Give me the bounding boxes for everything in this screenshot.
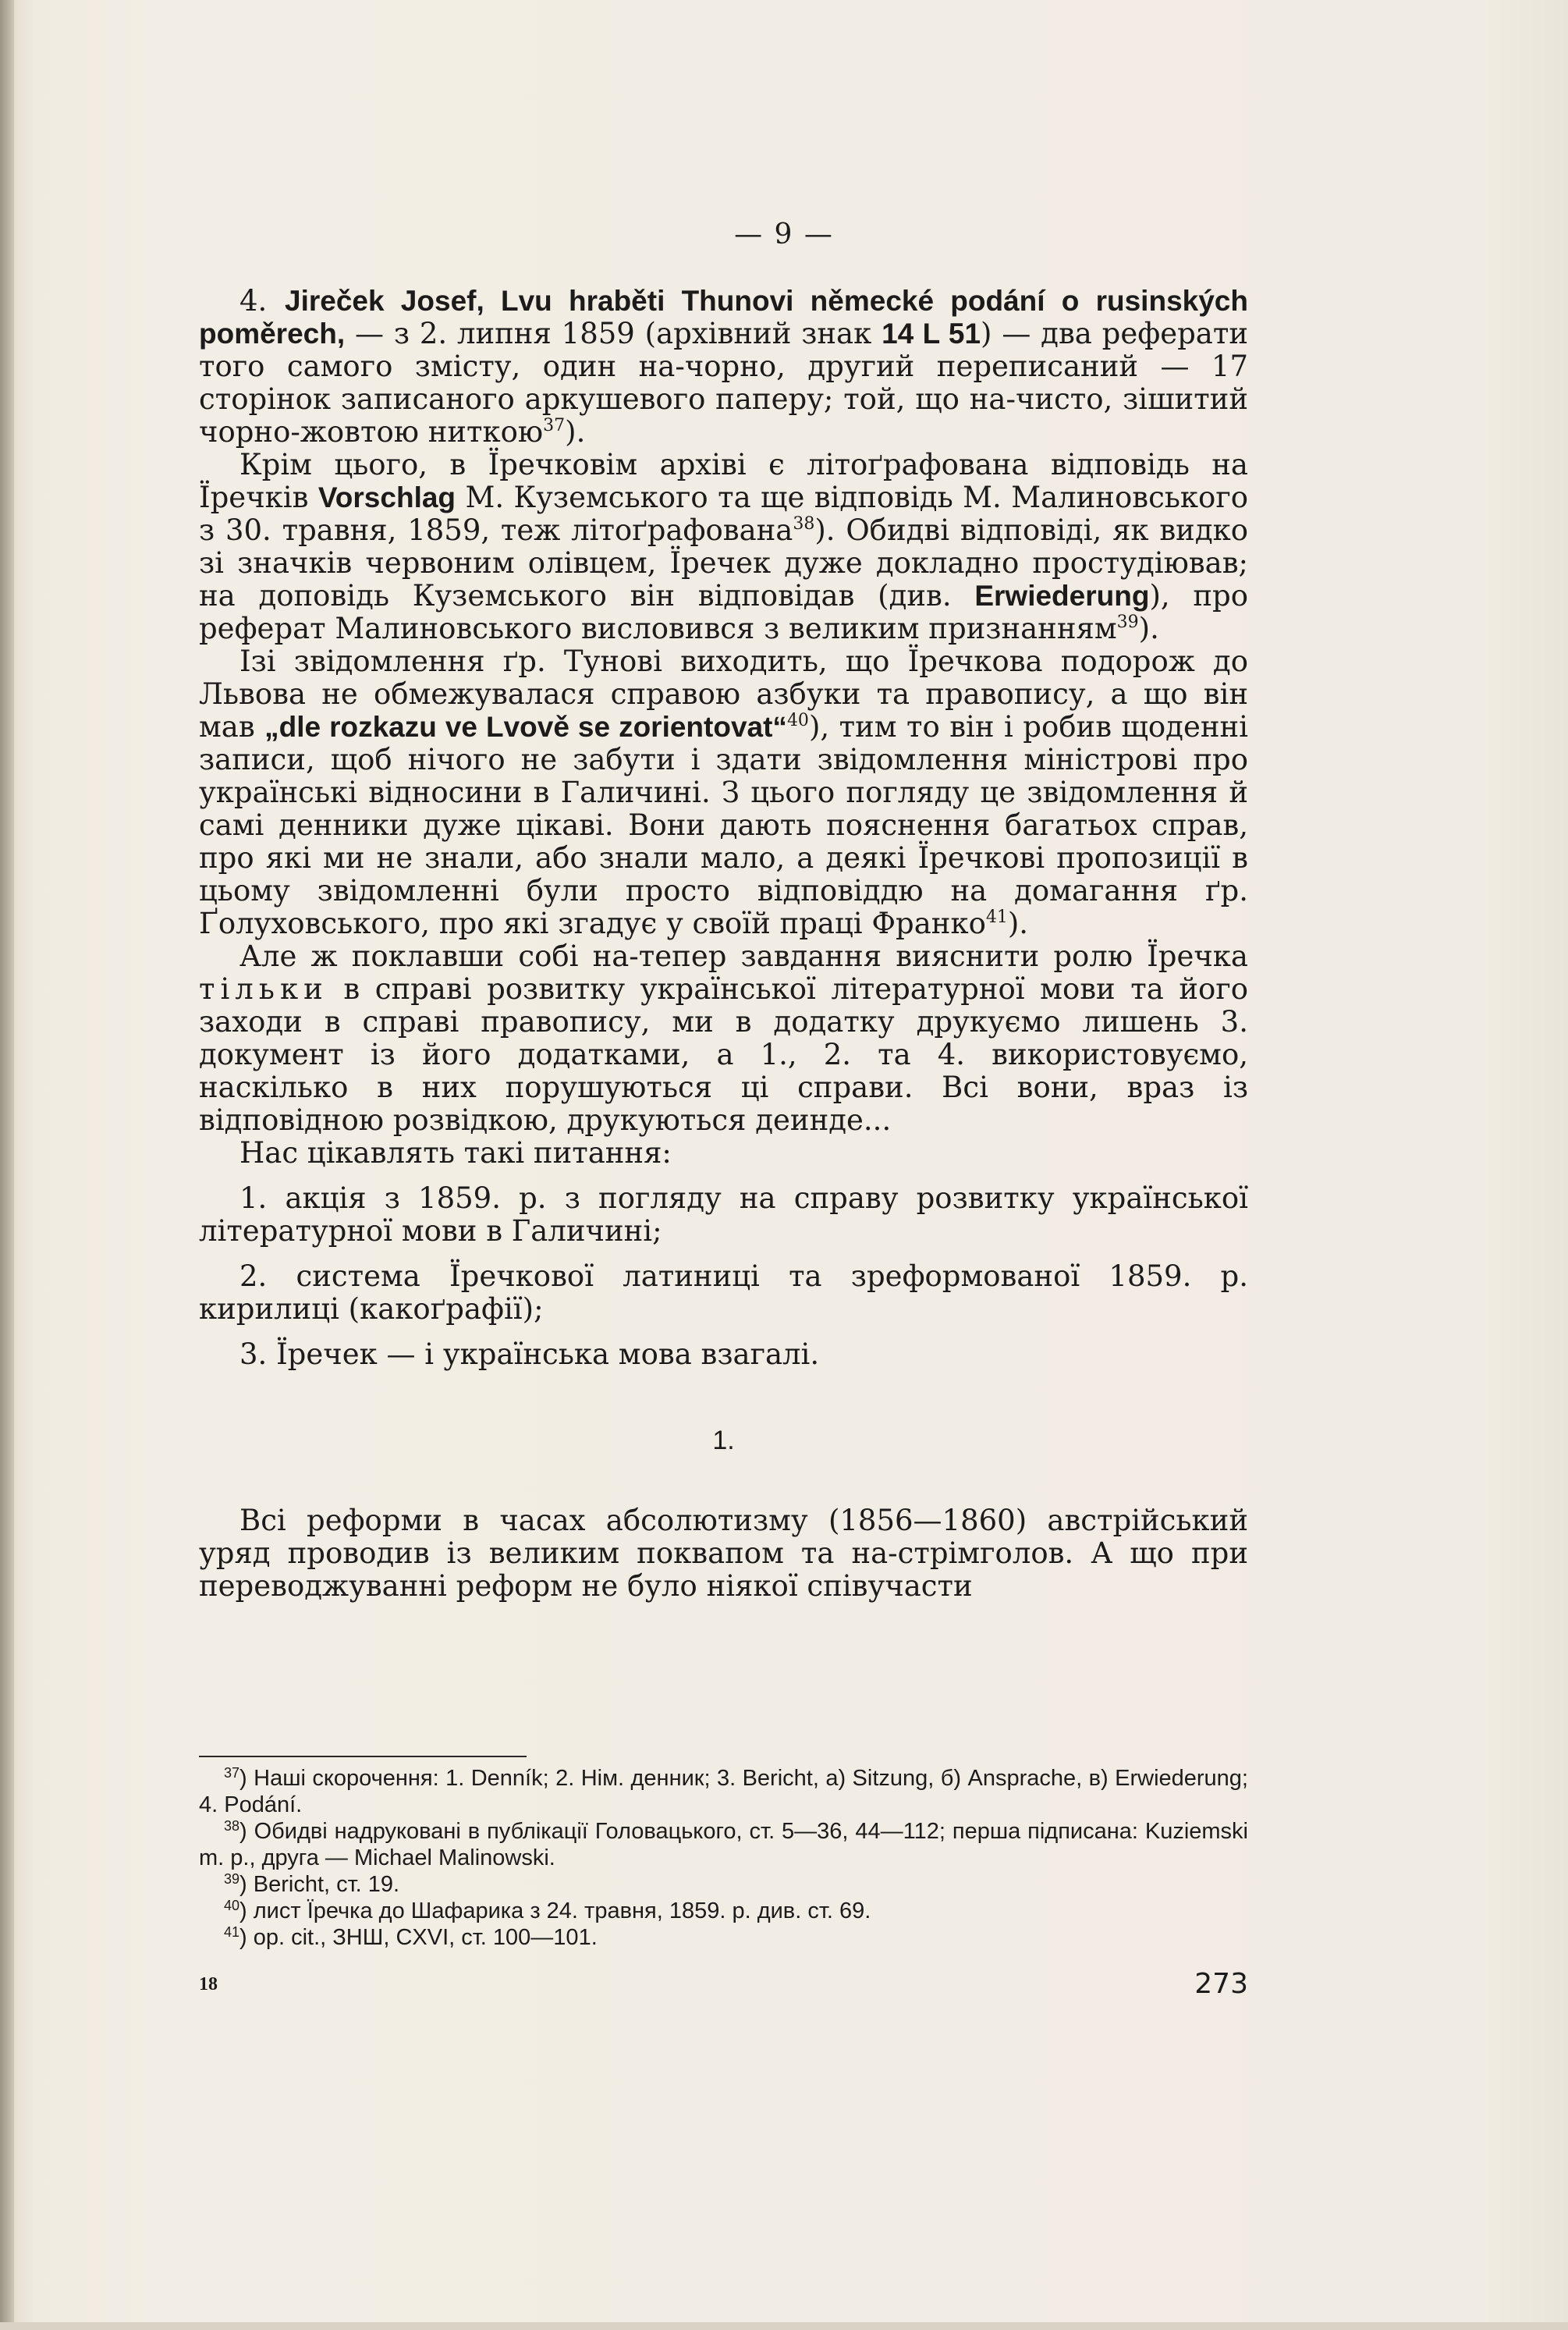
book-spine-shadow: [0, 0, 14, 2330]
footnote-ref-40: 40: [786, 711, 809, 730]
footnote-text: ) Обидві надруковані в публікації Головацького, ст. 5—36, 44—112; перша підписана: Kuziemski m. p., друга — Michael Malinowski.: [199, 1819, 1248, 1870]
text-run: в справі розвитку української літературної мови та його заходи в справі правопису, ми в додатку друкуємо лишень 3. документ із його додатками, а 1., 2. та 4. використовуємо, наскілько в них порушуються ці справи. Всі вони, враз із відповідною розвідкою, друкуються деинде...: [199, 972, 1248, 1137]
footnote-text: ) Bericht, ст. 19.: [239, 1872, 400, 1897]
paragraph-document-4: [199, 285, 1248, 449]
text-run: М. Куземського та ще відповідь М. Малиновського з 30. травня, 1859, теж літоґрафована: [199, 481, 1248, 547]
term-erwiederung: Erwiederung: [974, 580, 1150, 612]
paragraph-replies: [199, 449, 1248, 645]
footnote-38: [199, 1818, 1248, 1871]
page-number-header: — 9 —: [734, 218, 834, 250]
printer-signature-mark: 18: [199, 1974, 218, 1994]
paragraph-task: [199, 940, 1248, 1137]
document-title: Jireček Josef, Lvu hraběti Thunovi německé podání o rusinských poměrech,: [199, 285, 1248, 350]
archive-code: 14 L 51: [882, 318, 981, 350]
folio-number: 273: [1194, 1968, 1248, 2000]
footnote-mark: 39: [224, 1871, 240, 1887]
footnote-ref-39: 39: [1116, 613, 1139, 632]
text-run: — з 2. липня 1859 (архівний знак: [345, 317, 882, 350]
text-run: ), тим то він і робив щоденні записи, щоб нічого не забути і здати звідомлення міністрові про українські відносини в Галичині. З цього погляду це звідомлення й самі денники дуже цікаві. Вони дають пояснення багатьох справ, про які ми не знали, або знали мало, а деякі Їречкові пропозиції в цьому звідомленні були просто відповіддю на домагання ґр. Ґолуховського, про які згадує у своїй праці Франко: [199, 710, 1249, 940]
quoted-czech-phrase: „dle rozkazu ve Lvově se zorientovat“: [264, 711, 787, 743]
text-run: ).: [565, 415, 586, 449]
text-run: Ізі звідомлення ґр. Тунові виходить, що Їречкова подорож до Львова не обмежувалася справою азбуки та правопису, а що він мав: [199, 645, 1248, 744]
text-run: Але ж поклавши собі на-тепер завдання вияснити ролю Їречка: [239, 939, 1248, 973]
paragraph-reforms: Всі реформи в часах абсолютизму (1856—1860) австрійський уряд проводив із великим поквапом та на-стрімголов. А що при переводжуванні реформ не було ніякої співучасти: [199, 1504, 1248, 1603]
footnote-41: [199, 1924, 1248, 1951]
footnote-37: [199, 1765, 1248, 1818]
spaced-emphasis: тільки: [199, 972, 328, 1006]
term-vorschlag: Vorschlag: [318, 481, 456, 513]
item-number: 4.: [239, 284, 286, 318]
text-run: ), про реферат Малиновського висловився з великим признанням: [199, 579, 1248, 645]
text-run: ). Обидві відповіді, як видко зі значків червоним олівцем, Їречек дуже докладно простудіював; на доповідь Куземського він відповідав (див.: [199, 513, 1248, 613]
footnote-40: [199, 1898, 1248, 1924]
page-bottom-edge: [0, 2322, 1568, 2330]
text-run: Крім цього, в Їречковім архіві є літоґрафована відповідь на Їречків: [199, 448, 1248, 514]
footnote-text: ) Наші скорочення: 1. Denník; 2. Нім. денник; 3. Bericht, a) Sitzung, б) Ansprache, в) Erwiederung; 4. Podání.: [199, 1766, 1248, 1817]
body-text: [199, 285, 1248, 1603]
text-run: ) — два реферати того самого змісту, один на-чорно, другий переписаний — 17 сторінок записаного аркушевого паперу; той, що на-чисто, зішитий чорно-жовтою ниткою: [199, 317, 1248, 449]
footnote-ref-38: 38: [793, 514, 815, 534]
list-item-3: 3. Їречек — і українська мова взагалі.: [239, 1337, 820, 1371]
footnote-ref-41: 41: [985, 907, 1008, 927]
list-item-1: 1. акція з 1859. р. з погляду на справу розвитку української літературної мови в Галичині;: [199, 1181, 1248, 1248]
footnote-mark: 40: [224, 1898, 240, 1913]
footnote-rule: [199, 1756, 527, 1757]
text-run: ).: [1138, 612, 1159, 645]
footnote-text: ) лист Їречка до Шафарика з 24. травня, 1859. р. див. ст. 69.: [239, 1898, 871, 1923]
footnote-39: [199, 1871, 1248, 1898]
paragraph-questions-intro: Нас цікавлять такі питання:: [239, 1136, 672, 1170]
footnote-mark: 38: [224, 1818, 240, 1834]
paragraph-report: [199, 645, 1248, 940]
footnote-text: ) op. cit., ЗНШ, CXVI, ст. 100—101.: [239, 1925, 598, 1950]
footnote-ref-37: 37: [543, 416, 566, 435]
section-heading: 1.: [712, 1426, 735, 1455]
footnote-mark: 37: [224, 1765, 240, 1781]
text-run: ).: [1007, 907, 1029, 940]
footnote-mark: 41: [224, 1924, 240, 1940]
list-item-2: 2. система Їречкової латиниці та зреформованої 1859. р. кирилиці (какоґрафії);: [199, 1259, 1248, 1326]
footnotes: [199, 1765, 1248, 1951]
